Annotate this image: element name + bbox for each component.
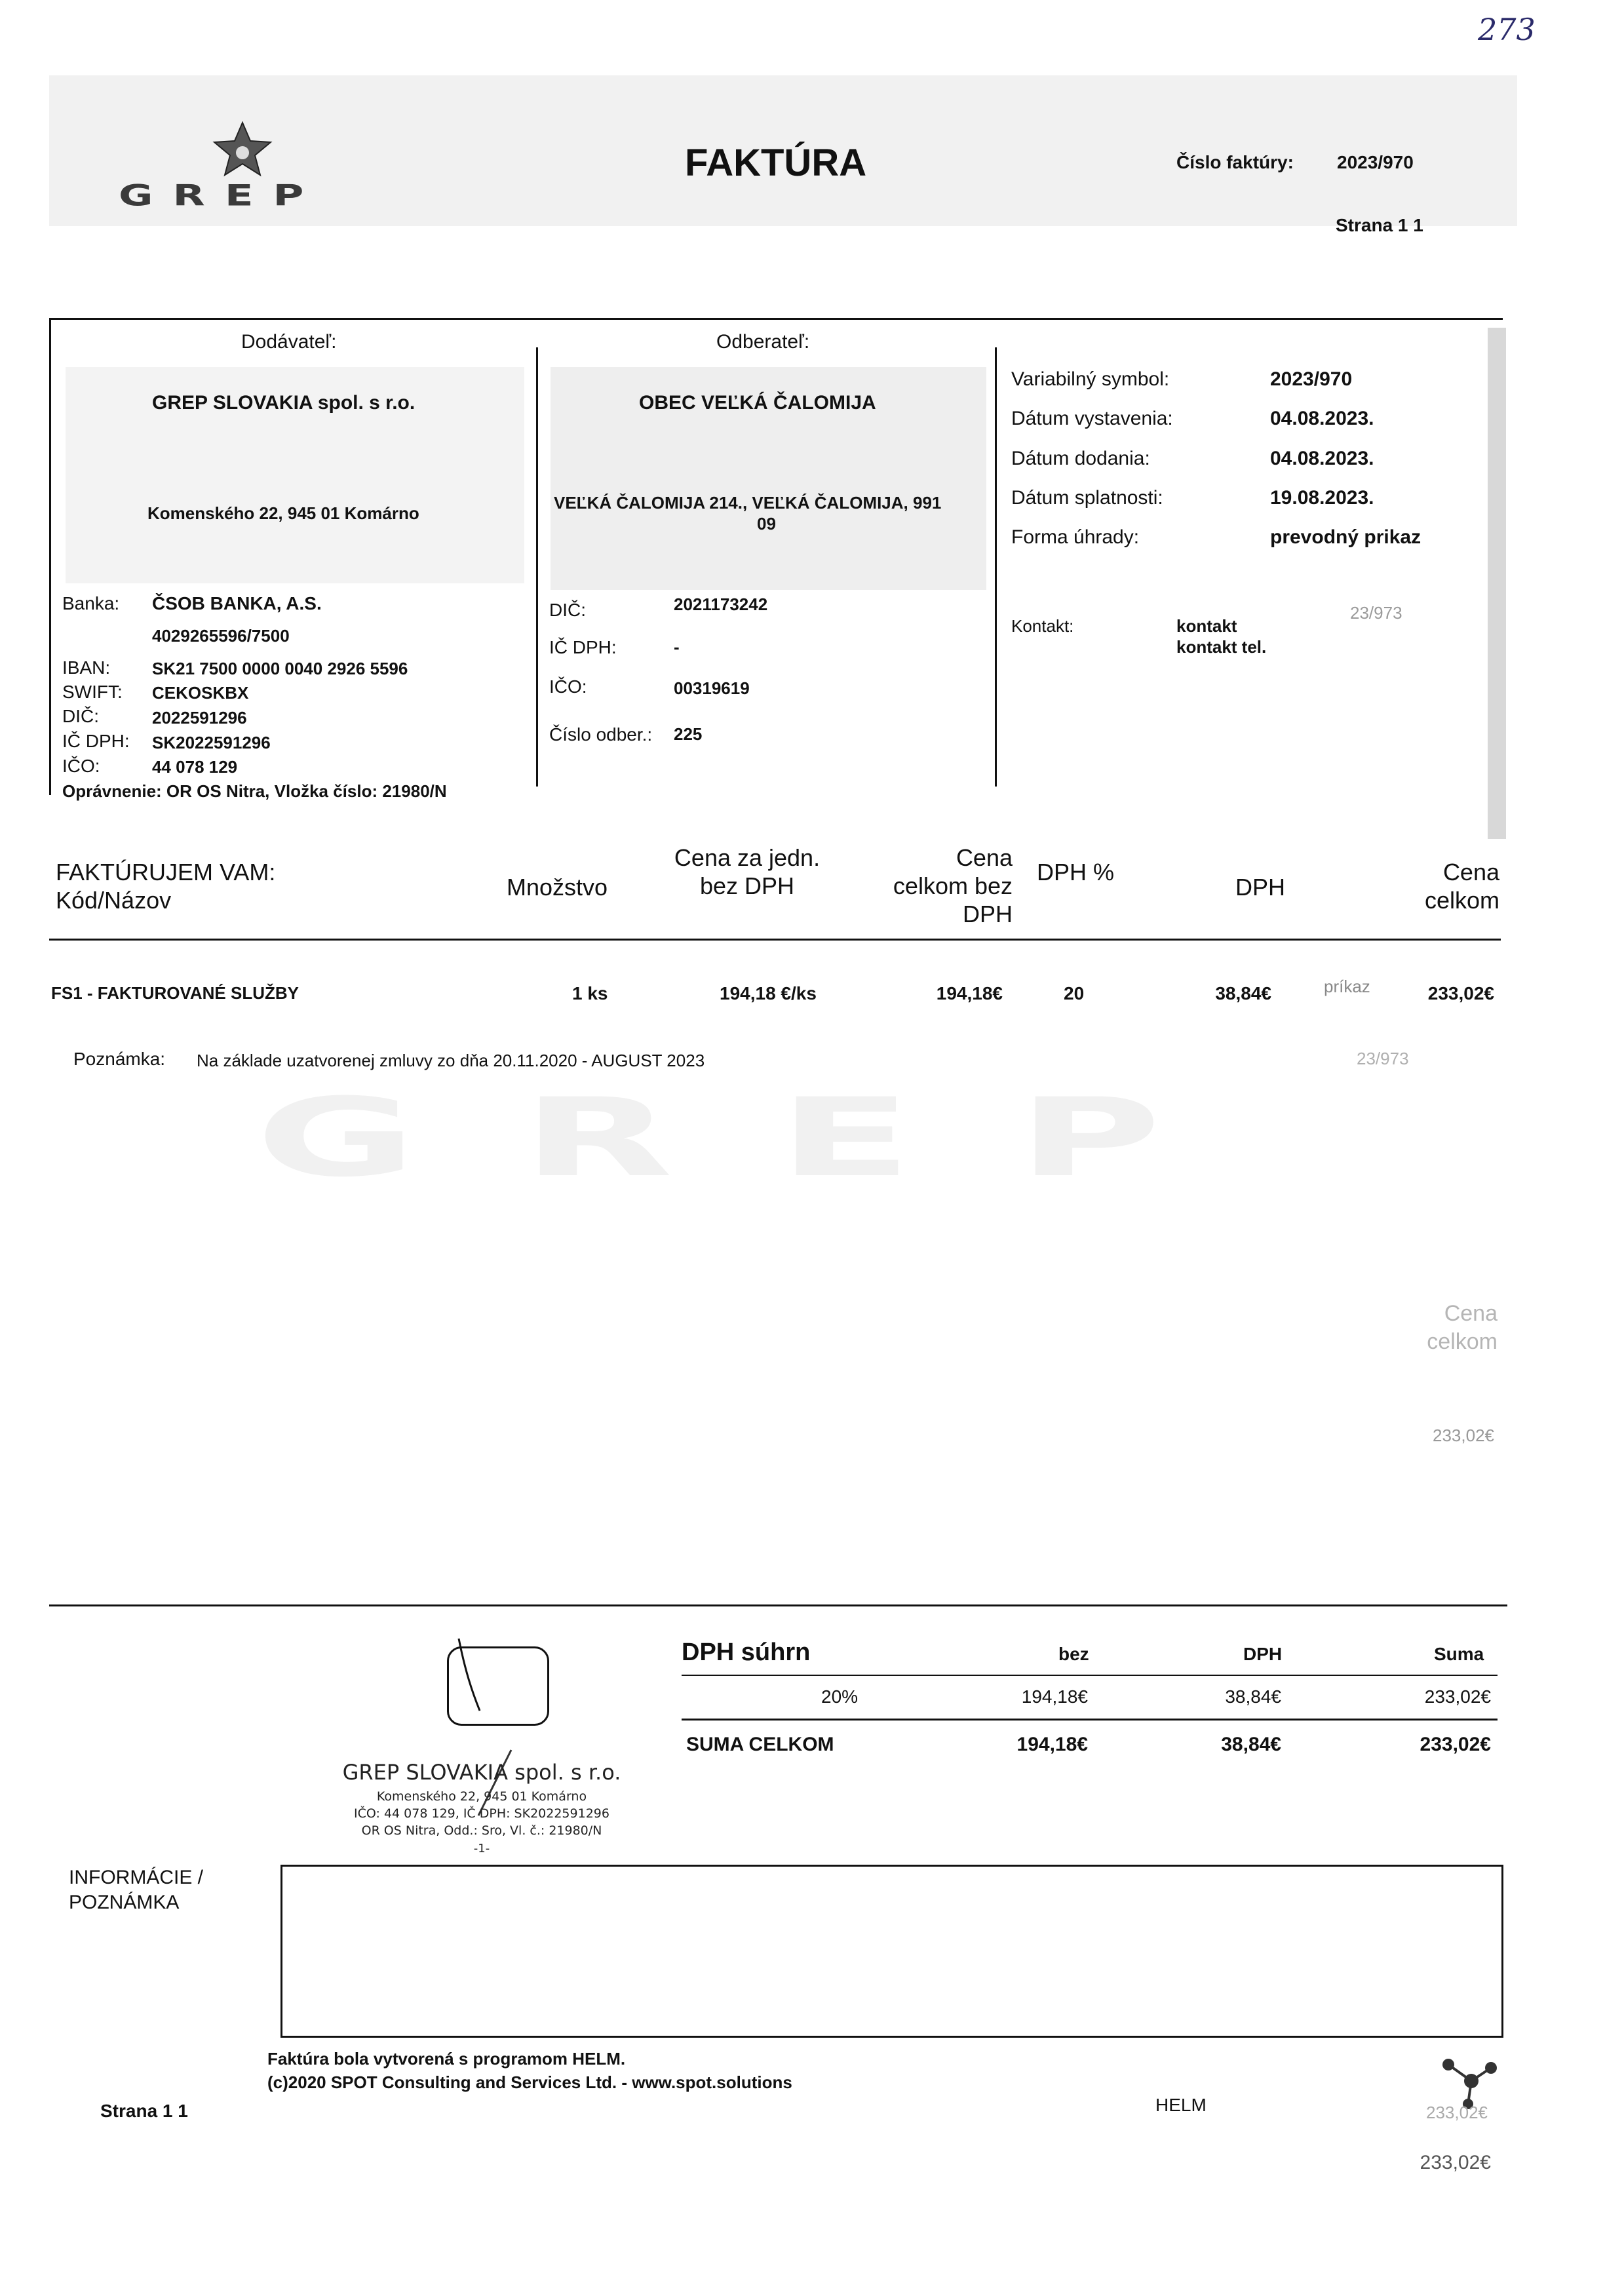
col-header-total-line1: Cena	[1442, 859, 1499, 885]
summary-divider	[49, 1604, 1507, 1606]
page-number-top: Strana 1 1	[1336, 215, 1423, 235]
customer-dic: 2021173242	[674, 594, 768, 614]
stamp-line1: Komenského 22, 945 01 Komárno	[376, 1789, 587, 1804]
col-header-code-line1: FAKTÚRUJEM VAM:	[56, 859, 276, 885]
vat-summary-total-line	[682, 1719, 1498, 1720]
issue-date: 04.08.2023.	[1270, 408, 1374, 429]
col-header-vat-pct: DPH %	[1037, 859, 1115, 885]
table-header-divider	[49, 939, 1501, 941]
supplier-icdph-label: IČ DPH:	[62, 731, 130, 751]
vat-summary-col-sum: Suma	[1434, 1644, 1484, 1664]
payment-form-label: Forma úhrady:	[1011, 526, 1140, 548]
item-unit-price: 194,18 €/ks	[720, 983, 817, 1003]
footer-copyright: (c)2020 SPOT Consulting and Services Ltd. - www.spot.solutions	[267, 2072, 792, 2092]
supplier-account: 4029265596/7500	[152, 626, 290, 646]
customer-icdph-label: IČ DPH:	[549, 637, 617, 657]
col-header-total-no-vat-line1: Cena	[956, 844, 1013, 871]
footer-page-number: Strana 1 1	[100, 2101, 188, 2121]
supplier-dic: 2022591296	[152, 708, 247, 728]
col-header-code-line2: Kód/Názov	[56, 887, 172, 914]
customer-ico: 00319619	[674, 678, 750, 698]
vat-summary-col-base: bez	[1058, 1644, 1089, 1664]
supplier-dic-label: DIČ:	[62, 706, 99, 726]
vat-summary-title: DPH súhrn	[682, 1639, 811, 1666]
invoice-title: FAKTÚRA	[685, 142, 867, 184]
note-label: Poznámka:	[73, 1049, 166, 1069]
item-total-no-vat: 194,18€	[936, 983, 1003, 1003]
footer-created-with: Faktúra bola vytvorená s programom HELM.	[267, 2049, 626, 2069]
customer-icdph: -	[674, 637, 680, 657]
vat-summary-header-line	[682, 1675, 1498, 1676]
vat-amount: 38,84€	[1225, 1686, 1281, 1707]
customer-address-line2: 09	[757, 514, 776, 534]
supplier-ico-label: IČO:	[62, 756, 100, 776]
footer-brand: HELM	[1155, 2095, 1207, 2115]
customer-heading: Odberateľ:	[716, 331, 810, 353]
vat-base: 194,18€	[1021, 1686, 1088, 1707]
delivery-date: 04.08.2023.	[1270, 448, 1374, 469]
stamp-line2: IČO: 44 078 129, IČ DPH: SK2022591296	[354, 1806, 609, 1821]
supplier-iban-label: IBAN:	[62, 657, 111, 678]
vat-total-label: SUMA CELKOM	[686, 1734, 834, 1755]
ghost-doc-no-2: 23/973	[1357, 1049, 1409, 1068]
info-divider-1	[536, 347, 538, 787]
col-header-quantity: Množstvo	[507, 874, 608, 901]
contact: kontakt	[1176, 616, 1237, 636]
col-header-vat: DPH	[1235, 874, 1286, 901]
delivery-date-label: Dátum dodania:	[1011, 448, 1150, 469]
invoice-number: 2023/970	[1337, 152, 1414, 172]
due-date: 19.08.2023.	[1270, 487, 1374, 509]
supplier-iban: SK21 7500 0000 0040 2926 5596	[152, 659, 408, 678]
supplier-name: GREP SLOVAKIA spol. s r.o.	[152, 392, 416, 414]
stamp-line4: -1-	[473, 1842, 490, 1856]
vat-total-sum: 233,02€	[1420, 1734, 1491, 1755]
customer-ico-label: IČO:	[549, 676, 587, 697]
info-label-line2: POZNÁMKA	[69, 1892, 180, 1913]
network-icon	[1435, 2051, 1501, 2110]
customer-dic-label: DIČ:	[549, 600, 586, 620]
due-date-label: Dátum splatnosti:	[1011, 487, 1163, 509]
vat-sum: 233,02€	[1424, 1686, 1491, 1707]
supplier-address: Komenského 22, 945 01 Komárno	[147, 503, 419, 523]
invoice-number-label: Číslo faktúry:	[1176, 152, 1294, 172]
company-logo	[115, 121, 370, 213]
customer-name: OBEC VEĽKÁ ČALOMIJA	[639, 392, 876, 414]
col-header-unit-price-line1: Cena za jedn.	[674, 844, 821, 871]
variable-symbol-label: Variabilný symbol:	[1011, 368, 1170, 390]
issue-date-label: Dátum vystavenia:	[1011, 408, 1173, 429]
note-text: Na základe uzatvorenej zmluvy zo dňa 20.11.2020 - AUGUST 2023	[197, 1051, 705, 1070]
ghost-prikaz: príkaz	[1324, 977, 1370, 996]
ghost-celkom: celkom	[1427, 1329, 1498, 1354]
customer-no: 225	[674, 724, 703, 744]
item-name: FS1 - FAKTUROVANÉ SLUŽBY	[51, 983, 299, 1003]
col-header-total-no-vat-line3: DPH	[962, 901, 1013, 927]
info-divider-2	[995, 347, 997, 787]
vat-rate: 20%	[821, 1686, 859, 1707]
item-vat: 38,84€	[1215, 983, 1271, 1003]
supplier-bank: ČSOB BANKA, A.S.	[152, 593, 322, 613]
customer-no-label: Číslo odber.:	[549, 724, 653, 745]
supplier-registration: Oprávnenie: OR OS Nitra, Vložka číslo: 21980/N	[62, 781, 447, 801]
stamp-line3: OR OS Nitra, Odd.: Sro, Vl. č.: 21980/N	[361, 1823, 602, 1838]
supplier-bank-label: Banka:	[62, 593, 120, 613]
vat-total-vat: 38,84€	[1221, 1734, 1281, 1755]
item-total: 233,02€	[1427, 983, 1494, 1003]
vat-total-base: 194,18€	[1016, 1734, 1088, 1755]
supplier-icdph: SK2022591296	[152, 733, 271, 752]
col-header-total-line2: celkom	[1424, 887, 1499, 914]
col-header-unit-price-line2: bez DPH	[699, 872, 795, 899]
ghost-amount-3: 233,02€	[1420, 2152, 1491, 2173]
variable-symbol: 2023/970	[1270, 368, 1353, 390]
info-note-box	[280, 1865, 1503, 2038]
handwritten-number: 273	[1478, 12, 1536, 47]
vat-summary-col-vat: DPH	[1243, 1644, 1283, 1664]
payment-form: prevodný prikaz	[1270, 526, 1421, 548]
contact-label: Kontakt:	[1011, 616, 1074, 636]
stamp-company: GREP SLOVAKIA spol. s r.o.	[342, 1760, 621, 1785]
ghost-doc-no: 23/973	[1350, 603, 1402, 623]
ghost-cena: Cena	[1444, 1301, 1498, 1326]
contact-tel: kontakt tel.	[1176, 637, 1267, 657]
ghost-amount-2: 233,02€	[1426, 2103, 1488, 2122]
watermark-logo: GREP	[256, 1075, 1267, 1201]
logo-text: GREP	[119, 179, 324, 213]
supplier-swift-label: SWIFT:	[62, 682, 123, 702]
ghost-amount: 233,02€	[1433, 1426, 1494, 1445]
item-quantity: 1 ks	[572, 983, 608, 1003]
col-header-total-no-vat-line2: celkom bez	[893, 872, 1013, 899]
supplier-heading: Dodávateľ:	[241, 331, 337, 353]
supplier-swift: CEKOSKBX	[152, 683, 249, 703]
item-vat-pct: 20	[1064, 983, 1085, 1003]
customer-address-line1: VEĽKÁ ČALOMIJA 214., VEĽKÁ ČALOMIJA, 991	[554, 493, 942, 513]
info-label-line1: INFORMÁCIE /	[69, 1867, 204, 1888]
supplier-ico: 44 078 129	[152, 757, 238, 777]
